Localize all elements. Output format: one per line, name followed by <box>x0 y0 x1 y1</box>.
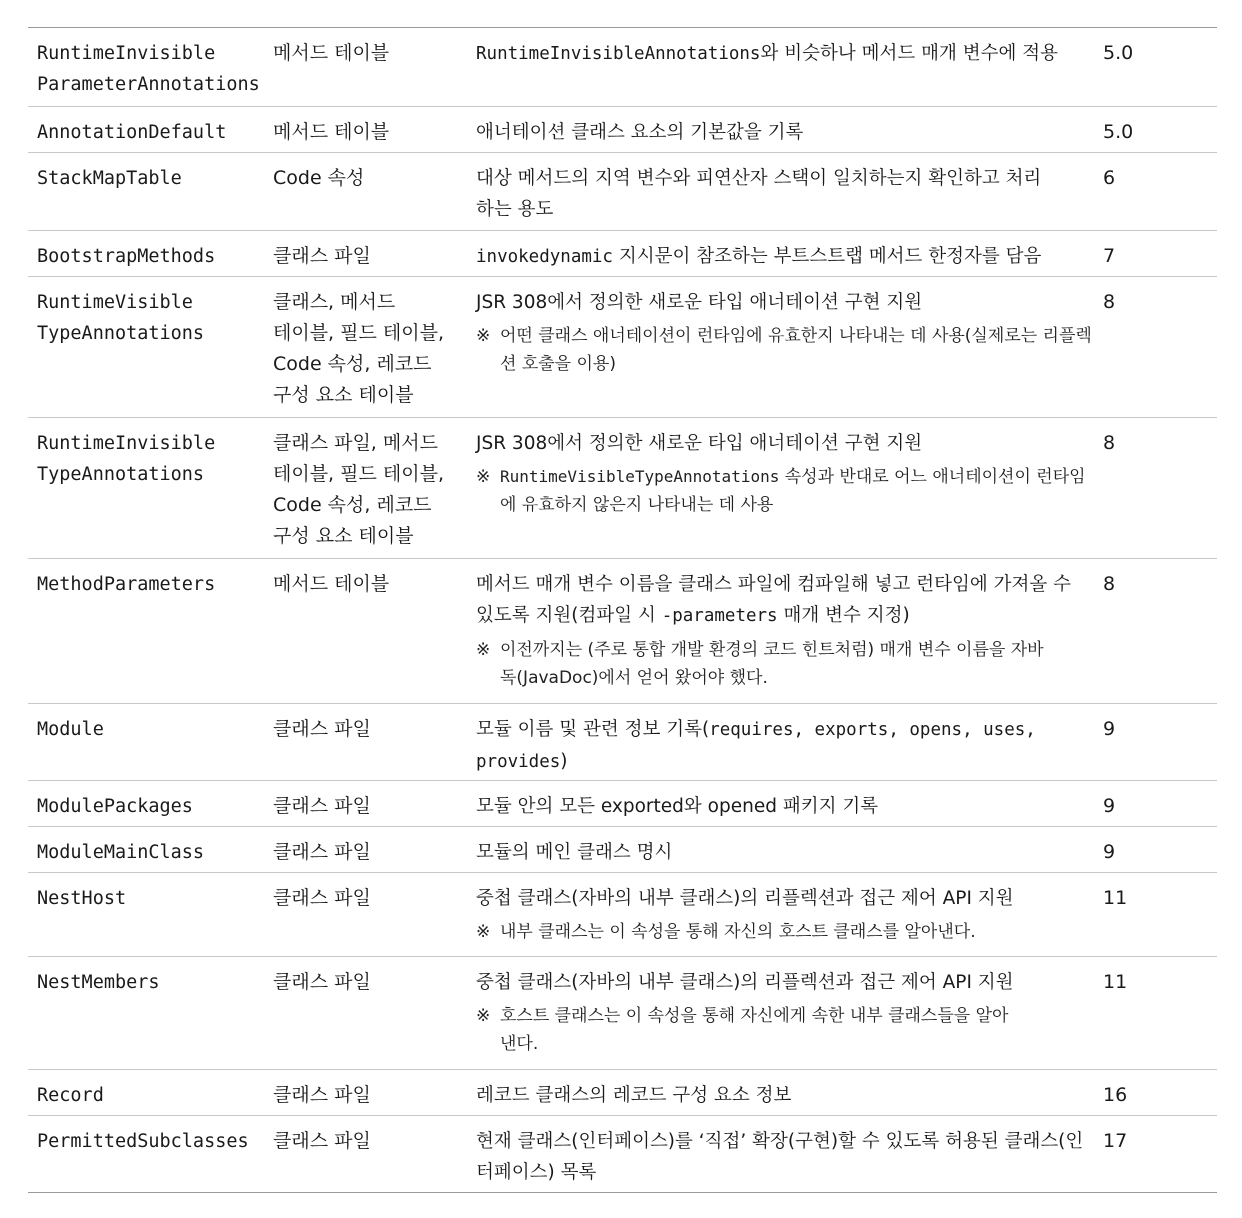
note-mark: ※ <box>476 467 491 487</box>
java-version: 17 <box>1103 1130 1128 1152</box>
note-body: 내부 클래스는 이 속성을 통해 자신의 호스트 클래스를 알아낸다. <box>500 922 976 942</box>
attribute-location: 클래스 파일 <box>273 718 371 740</box>
table-row <box>28 872 1217 956</box>
code-text: requires, exports, opens, uses, provides <box>476 720 1036 772</box>
description-suffix: ) <box>560 751 568 772</box>
attribute-description <box>467 714 1094 778</box>
attribute-location: 클래스 파일 <box>273 795 371 817</box>
note-body: 이전까지는 (주로 통합 개발 환경의 코드 힌트처럼) 매개 변수 이름을 자바독(JavaDoc)에서 얻어 왔어야 했다. <box>500 640 1044 688</box>
table-row <box>28 558 1217 703</box>
table-row <box>28 703 1217 780</box>
table-row <box>28 230 1217 276</box>
description-text: JSR 308에서 정의한 새로운 타입 애너테이션 구현 지원 <box>476 292 923 313</box>
note-text <box>476 918 1094 946</box>
attribute-name: RuntimeInvisible TypeAnnotations <box>37 433 216 485</box>
attribute-location: 클래스 파일, 메서드 테이블, 필드 테이블, Code 속성, 레코드 구성 요소 테이블 <box>273 432 444 547</box>
attribute-name: AnnotationDefault <box>37 122 227 143</box>
attribute-name: ModuleMainClass <box>37 842 205 863</box>
description-suffix: 매개 변수 지정) <box>777 605 910 626</box>
description-prefix: 메서드 매개 변수 이름을 클래스 파일에 컴파일해 넣고 런타임에 가져올 수 있도록 지원(컴파일 시 <box>476 574 1071 626</box>
attribute-location: 메서드 테이블 <box>273 42 390 64</box>
note-mark: ※ <box>476 922 491 942</box>
description-text <box>476 569 1094 632</box>
description-prefix: 모듈 이름 및 관련 정보 기록( <box>476 719 710 740</box>
attribute-name: Record <box>37 1085 104 1106</box>
attribute-description <box>467 38 1094 70</box>
java-version: 8 <box>1103 291 1116 313</box>
attribute-name: StackMapTable <box>37 168 182 189</box>
java-version: 6 <box>1103 167 1116 189</box>
java-version: 8 <box>1103 573 1116 595</box>
attribute-location: 클래스 파일 <box>273 971 371 993</box>
note-body: 속성과 반대로 어느 애너테이션이 런타임에 유효하지 않은지 나타내는 데 사용 <box>500 467 1086 515</box>
java-version: 5.0 <box>1103 121 1134 143</box>
attribute-name: Module <box>37 719 104 740</box>
table-row <box>28 106 1217 152</box>
attribute-description: 모듈 안의 모든 exported와 opened 패키지 기록 <box>476 796 879 817</box>
attribute-name: NestMembers <box>37 972 160 993</box>
attribute-description <box>467 967 1094 1058</box>
note-mark: ※ <box>476 640 491 660</box>
description-text: 중첩 클래스(자바의 내부 클래스)의 리플렉션과 접근 제어 API 지원 <box>476 972 1014 993</box>
table-row <box>28 956 1217 1069</box>
attribute-description <box>467 287 1094 378</box>
java-version: 9 <box>1103 841 1116 863</box>
java-version: 11 <box>1103 971 1128 993</box>
attribute-location: Code 속성 <box>273 167 365 189</box>
code-text: RuntimeInvisibleAnnotations <box>476 44 761 64</box>
description-text: 와 비슷하나 메서드 매개 변수에 적용 <box>760 43 1058 64</box>
attribute-location: 클래스 파일 <box>273 841 371 863</box>
table-row <box>28 826 1217 872</box>
java-version: 9 <box>1103 795 1116 817</box>
table-row <box>28 417 1217 558</box>
note-text <box>476 636 1094 692</box>
attribute-description <box>467 883 1094 946</box>
description-text: 중첩 클래스(자바의 내부 클래스)의 리플렉션과 접근 제어 API 지원 <box>476 888 1014 909</box>
table-row <box>28 780 1217 826</box>
java-version: 11 <box>1103 887 1128 909</box>
table-row <box>28 1069 1217 1115</box>
note-mark: ※ <box>476 1006 491 1026</box>
attribute-name: ModulePackages <box>37 796 193 817</box>
attribute-location: 메서드 테이블 <box>273 121 390 143</box>
attribute-description: 애너테이션 클래스 요소의 기본값을 기록 <box>476 122 804 143</box>
attribute-description: 모듈의 메인 클래스 명시 <box>476 842 673 863</box>
attribute-description <box>467 428 1094 519</box>
attribute-description <box>467 569 1094 692</box>
note-text <box>476 463 1094 519</box>
note-text <box>476 322 1094 378</box>
code-text: invokedynamic <box>476 247 613 267</box>
attribute-location: 메서드 테이블 <box>273 573 390 595</box>
table-row <box>28 1115 1217 1192</box>
attribute-location: 클래스 파일 <box>273 1084 371 1106</box>
java-version: 8 <box>1103 432 1116 454</box>
attribute-description: 레코드 클래스의 레코드 구성 요소 정보 <box>476 1085 792 1106</box>
attribute-location: 클래스 파일 <box>273 245 371 267</box>
attribute-name: RuntimeInvisible ParameterAnnotations <box>37 43 260 95</box>
table-row <box>28 28 1217 106</box>
code-text: RuntimeVisibleTypeAnnotations <box>500 467 780 486</box>
attribute-description <box>467 241 1094 273</box>
java-version: 5.0 <box>1103 42 1134 64</box>
note-body: 호스트 클래스는 이 속성을 통해 자신에게 속한 내부 클래스들을 알아낸다. <box>500 1006 1009 1054</box>
table-row <box>28 152 1217 230</box>
note-mark: ※ <box>476 326 491 346</box>
attribute-location: 클래스 파일 <box>273 1130 371 1152</box>
java-version: 16 <box>1103 1084 1128 1106</box>
attribute-name: NestHost <box>37 888 127 909</box>
attribute-table <box>28 27 1217 1193</box>
attribute-name: BootstrapMethods <box>37 246 216 267</box>
note-text <box>476 1002 1094 1058</box>
description-text: 지시문이 참조하는 부트스트랩 메서드 한정자를 담음 <box>612 246 1042 267</box>
attribute-location: 클래스, 메서드 테이블, 필드 테이블, Code 속성, 레코드 구성 요소 테이블 <box>273 291 444 406</box>
attribute-name: PermittedSubclasses <box>37 1131 249 1152</box>
attribute-location: 클래스 파일 <box>273 887 371 909</box>
code-text: -parameters <box>661 606 778 626</box>
java-version: 9 <box>1103 718 1116 740</box>
table-row <box>28 276 1217 417</box>
note-body: 어떤 클래스 애너테이션이 런타임에 유효한지 나타내는 데 사용(실제로는 리플렉션 호출을 이용) <box>500 326 1092 374</box>
attribute-name: MethodParameters <box>37 574 216 595</box>
description-text: JSR 308에서 정의한 새로운 타입 애너테이션 구현 지원 <box>476 433 923 454</box>
attribute-description: 대상 메서드의 지역 변수와 피연산자 스택이 일치하는지 확인하고 처리하는 용도 <box>476 168 1042 220</box>
attribute-description: 현재 클래스(인터페이스)를 ‘직접’ 확장(구현)할 수 있도록 허용된 클래스(인터페이스) 목록 <box>476 1131 1084 1183</box>
attribute-name: RuntimeVisible TypeAnnotations <box>37 292 205 344</box>
java-version: 7 <box>1103 245 1116 267</box>
